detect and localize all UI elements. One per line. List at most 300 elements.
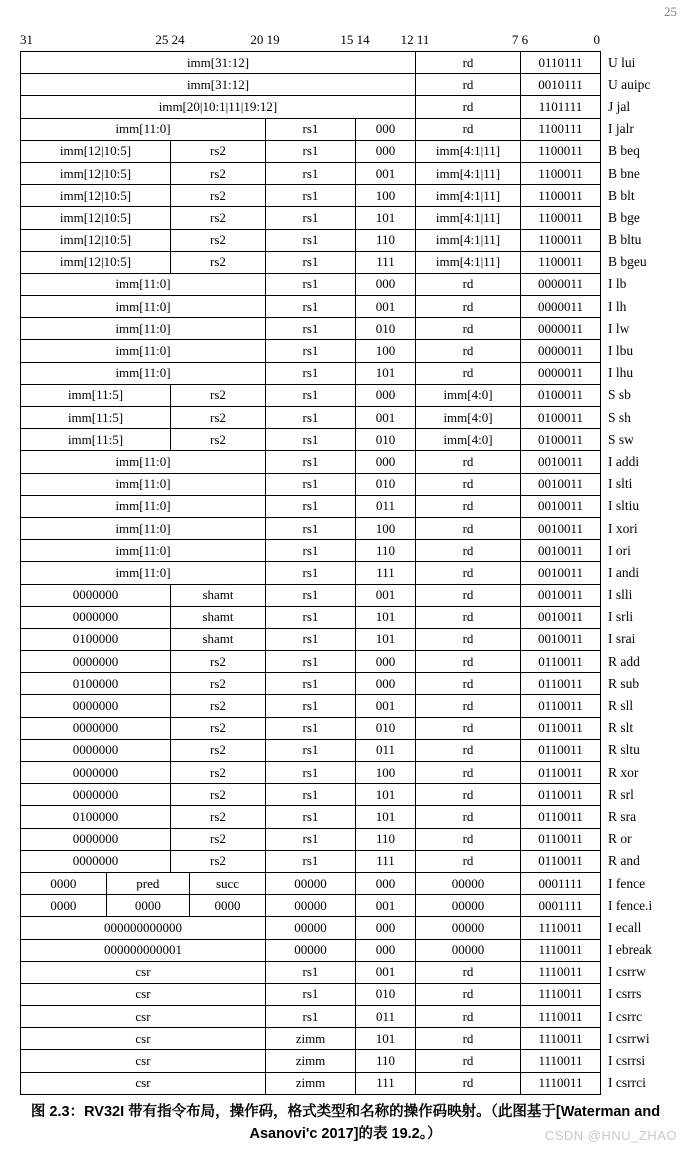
field-cell: csr — [20, 1049, 266, 1072]
field-cell: 0110011 — [520, 761, 601, 784]
figure-caption-line2: Asanovi'c 2017]的表 19.2。） — [249, 1126, 442, 1142]
field-cell: 000 — [355, 384, 416, 407]
field-cell: 0010011 — [520, 628, 601, 651]
field-cell: 00000 — [415, 872, 521, 895]
field-cell: 0110111 — [520, 51, 601, 74]
field-cell: rs2 — [170, 206, 266, 229]
instruction-row — [20, 495, 680, 518]
field-cell: rs1 — [265, 961, 356, 984]
field-cell: 0000000 — [20, 694, 171, 717]
field-cell: 0110011 — [520, 672, 601, 695]
field-cell: 0100000 — [20, 672, 171, 695]
field-cell: imm[11:0] — [20, 273, 266, 296]
field-cell: imm[11:0] — [20, 339, 266, 362]
field-cell: rs1 — [265, 162, 356, 185]
field-cell: rs2 — [170, 406, 266, 429]
field-cell: 110 — [355, 229, 416, 252]
field-cell: zimm — [265, 1027, 356, 1050]
bit-position-label: 0 — [593, 32, 600, 47]
field-cell: rd — [415, 473, 521, 496]
field-cell: 111 — [355, 850, 416, 873]
field-cell: 0000000 — [20, 783, 171, 806]
field-cell: 0000011 — [520, 295, 601, 318]
field-cell: rs2 — [170, 850, 266, 873]
field-cell: csr — [20, 1072, 266, 1095]
instruction-row — [20, 406, 680, 429]
field-cell: 0110011 — [520, 650, 601, 673]
field-cell: shamt — [170, 628, 266, 651]
field-cell: rd — [415, 783, 521, 806]
field-cell: rs1 — [265, 428, 356, 451]
format-name-label: I slli — [608, 587, 633, 603]
field-cell: rd — [415, 73, 521, 96]
format-name-label: B beq — [608, 143, 640, 159]
field-cell: 101 — [355, 362, 416, 385]
field-cell: 000 — [355, 650, 416, 673]
field-cell: 0000011 — [520, 317, 601, 340]
format-name-label: I slti — [608, 476, 633, 492]
instruction-row — [20, 783, 680, 806]
format-name-label: R add — [608, 653, 640, 669]
field-cell: zimm — [265, 1049, 356, 1072]
field-cell: 010 — [355, 428, 416, 451]
field-cell: 0100011 — [520, 406, 601, 429]
instruction-row — [20, 561, 680, 584]
field-cell: imm[11:0] — [20, 362, 266, 385]
field-cell: 0110011 — [520, 805, 601, 828]
instruction-row — [20, 229, 680, 252]
instruction-row — [20, 939, 680, 962]
field-cell: rs2 — [170, 805, 266, 828]
instruction-row — [20, 95, 680, 118]
field-cell: 101 — [355, 1027, 416, 1050]
field-cell: 0000000 — [20, 717, 171, 740]
field-cell: rd — [415, 739, 521, 762]
field-cell: rs2 — [170, 384, 266, 407]
field-cell: 1100011 — [520, 251, 601, 274]
field-cell: imm[4:1|11] — [415, 140, 521, 163]
field-cell: rs1 — [265, 229, 356, 252]
field-cell: rs1 — [265, 184, 356, 207]
instruction-row — [20, 1049, 680, 1072]
field-cell: imm[11:0] — [20, 539, 266, 562]
field-cell: 00000 — [265, 939, 356, 962]
field-cell: 000 — [355, 450, 416, 473]
field-cell: 00000 — [415, 939, 521, 962]
format-name-label: J jal — [608, 98, 631, 114]
field-cell: rs1 — [265, 606, 356, 629]
field-cell: 010 — [355, 317, 416, 340]
field-cell: imm[11:5] — [20, 428, 171, 451]
field-cell: 100 — [355, 761, 416, 784]
instruction-row — [20, 606, 680, 629]
field-cell: 1100011 — [520, 206, 601, 229]
field-cell: rs1 — [265, 584, 356, 607]
field-cell: rs1 — [265, 406, 356, 429]
field-cell: 001 — [355, 694, 416, 717]
field-cell: 0010011 — [520, 495, 601, 518]
field-cell: imm[11:0] — [20, 495, 266, 518]
instruction-row — [20, 539, 680, 562]
field-cell: rd — [415, 517, 521, 540]
field-cell: rd — [415, 561, 521, 584]
field-cell: imm[11:0] — [20, 450, 266, 473]
field-cell: imm[4:1|11] — [415, 229, 521, 252]
field-cell: imm[11:0] — [20, 473, 266, 496]
format-name-label: I ori — [608, 542, 631, 558]
field-cell: 000 — [355, 939, 416, 962]
field-cell: 0100000 — [20, 628, 171, 651]
field-cell: imm[12|10:5] — [20, 206, 171, 229]
field-cell: 0010011 — [520, 517, 601, 540]
field-cell: 111 — [355, 251, 416, 274]
instruction-row — [20, 828, 680, 851]
format-name-label: I lbu — [608, 343, 634, 359]
format-name-label: B bltu — [608, 232, 642, 248]
field-cell: 1100011 — [520, 162, 601, 185]
field-cell: rs2 — [170, 828, 266, 851]
field-cell: rs2 — [170, 739, 266, 762]
field-cell: imm[20|10:1|11|19:12] — [20, 95, 416, 118]
field-cell: rd — [415, 672, 521, 695]
field-cell: 1110011 — [520, 1072, 601, 1095]
field-cell: imm[4:1|11] — [415, 184, 521, 207]
field-cell: 1100011 — [520, 184, 601, 207]
field-cell: pred — [106, 872, 190, 895]
field-cell: rs1 — [265, 1005, 356, 1028]
field-cell: rd — [415, 650, 521, 673]
format-name-label: I fence.i — [608, 897, 653, 913]
field-cell: imm[11:0] — [20, 317, 266, 340]
field-cell: imm[12|10:5] — [20, 140, 171, 163]
field-cell: 011 — [355, 495, 416, 518]
field-cell: imm[11:0] — [20, 517, 266, 540]
format-name-label: I ebreak — [608, 942, 652, 958]
format-name-label: I ecall — [608, 919, 642, 935]
field-cell: rs1 — [265, 273, 356, 296]
field-cell: rs1 — [265, 251, 356, 274]
field-cell: 0000 — [189, 894, 266, 917]
field-cell: rs2 — [170, 251, 266, 274]
field-cell: rd — [415, 828, 521, 851]
field-cell: imm[31:12] — [20, 73, 416, 96]
field-cell: imm[4:1|11] — [415, 162, 521, 185]
format-name-label: I lb — [608, 276, 627, 292]
field-cell: rd — [415, 51, 521, 74]
field-cell: imm[4:1|11] — [415, 251, 521, 274]
field-cell: 101 — [355, 783, 416, 806]
field-cell: 0110011 — [520, 694, 601, 717]
field-cell: 0000011 — [520, 339, 601, 362]
field-cell: 0000 — [106, 894, 190, 917]
instruction-row — [20, 584, 680, 607]
field-cell: rd — [415, 1072, 521, 1095]
instruction-row — [20, 251, 680, 274]
field-cell: 0000000 — [20, 828, 171, 851]
field-cell: 0110011 — [520, 739, 601, 762]
field-cell: 1110011 — [520, 983, 601, 1006]
field-cell: rd — [415, 1005, 521, 1028]
instruction-row — [20, 473, 680, 496]
format-name-label: U auipc — [608, 76, 651, 92]
instruction-row — [20, 1027, 680, 1050]
format-name-label: B bne — [608, 165, 640, 181]
format-name-label: I lhu — [608, 365, 634, 381]
format-name-label: S sh — [608, 409, 631, 425]
format-name-label: I sltiu — [608, 498, 640, 514]
format-name-label: R and — [608, 853, 640, 869]
instruction-row — [20, 273, 680, 296]
field-cell: rs1 — [265, 140, 356, 163]
field-cell: 000 — [355, 140, 416, 163]
field-cell: rs1 — [265, 694, 356, 717]
field-cell: imm[11:0] — [20, 295, 266, 318]
format-name-label: R or — [608, 831, 632, 847]
field-cell: rs1 — [265, 384, 356, 407]
instruction-row — [20, 339, 680, 362]
field-cell: 010 — [355, 473, 416, 496]
format-name-label: I srli — [608, 609, 634, 625]
field-cell: rd — [415, 694, 521, 717]
field-cell: 0000000 — [20, 584, 171, 607]
field-cell: 100 — [355, 339, 416, 362]
field-cell: rd — [415, 295, 521, 318]
field-cell: rs2 — [170, 184, 266, 207]
format-name-label: I csrrc — [608, 1008, 643, 1024]
field-cell: rs2 — [170, 761, 266, 784]
field-cell: imm[11:5] — [20, 406, 171, 429]
field-cell: rs1 — [265, 828, 356, 851]
field-cell: rd — [415, 606, 521, 629]
format-name-label: R xor — [608, 764, 639, 780]
field-cell: csr — [20, 1027, 266, 1050]
bit-position-label: 20 19 — [250, 32, 280, 47]
field-cell: 000 — [355, 672, 416, 695]
instruction-row — [20, 184, 680, 207]
field-cell: rs2 — [170, 717, 266, 740]
field-cell: rd — [415, 717, 521, 740]
field-cell: rd — [415, 317, 521, 340]
field-cell: 0010011 — [520, 584, 601, 607]
instruction-row — [20, 140, 680, 163]
field-cell: imm[11:0] — [20, 118, 266, 141]
field-cell: rd — [415, 273, 521, 296]
instruction-row — [20, 672, 680, 695]
field-cell: rd — [415, 539, 521, 562]
field-cell: 0110011 — [520, 828, 601, 851]
instruction-row — [20, 805, 680, 828]
field-cell: rd — [415, 850, 521, 873]
field-cell: rd — [415, 95, 521, 118]
field-cell: 101 — [355, 805, 416, 828]
bit-position-label: 31 — [20, 32, 33, 47]
field-cell: rs2 — [170, 428, 266, 451]
field-cell: 00000 — [265, 916, 356, 939]
field-cell: rs2 — [170, 162, 266, 185]
format-name-label: U lui — [608, 54, 636, 70]
field-cell: rs2 — [170, 229, 266, 252]
field-cell: 100 — [355, 517, 416, 540]
format-name-label: I csrrs — [608, 986, 642, 1002]
field-cell: 0100000 — [20, 805, 171, 828]
instruction-row — [20, 450, 680, 473]
instruction-row — [20, 362, 680, 385]
format-name-label: S sw — [608, 431, 634, 447]
field-cell: 0001111 — [520, 894, 601, 917]
field-cell: shamt — [170, 606, 266, 629]
bit-position-label: 25 24 — [155, 32, 185, 47]
field-cell: imm[11:0] — [20, 561, 266, 584]
bit-position-ruler — [20, 30, 600, 51]
field-cell: 1110011 — [520, 939, 601, 962]
field-cell: succ — [189, 872, 266, 895]
figure-caption-line1: 图 2.3：RV32I 带有指令布局，操作码，格式类型和名称的操作码映射。（此图基于[Waterman and — [30, 1104, 661, 1120]
field-cell: 001 — [355, 894, 416, 917]
field-cell: rd — [415, 961, 521, 984]
field-cell: rs1 — [265, 628, 356, 651]
field-cell: 0010011 — [520, 539, 601, 562]
field-cell: csr — [20, 983, 266, 1006]
field-cell: csr — [20, 961, 266, 984]
field-cell: 0000 — [20, 872, 107, 895]
format-name-label: R sub — [608, 675, 640, 691]
field-cell: imm[11:5] — [20, 384, 171, 407]
field-cell: 0110011 — [520, 850, 601, 873]
field-cell: 001 — [355, 162, 416, 185]
field-cell: rs2 — [170, 783, 266, 806]
field-cell: 0000011 — [520, 362, 601, 385]
field-cell: 0000 — [20, 894, 107, 917]
field-cell: 010 — [355, 717, 416, 740]
field-cell: imm[4:0] — [415, 384, 521, 407]
field-cell: imm[12|10:5] — [20, 184, 171, 207]
bit-position-label: 15 14 — [340, 32, 370, 47]
instruction-row — [20, 894, 680, 917]
format-name-label: I csrrwi — [608, 1030, 650, 1046]
field-cell: 011 — [355, 1005, 416, 1028]
field-cell: 1100111 — [520, 118, 601, 141]
field-cell: rs2 — [170, 694, 266, 717]
instruction-row — [20, 961, 680, 984]
instruction-row — [20, 650, 680, 673]
field-cell: 101 — [355, 628, 416, 651]
field-cell: 0000011 — [520, 273, 601, 296]
field-cell: 101 — [355, 606, 416, 629]
field-cell: rs1 — [265, 473, 356, 496]
figure-2-3 — [20, 30, 680, 1095]
field-cell: 001 — [355, 961, 416, 984]
field-cell: 110 — [355, 1049, 416, 1072]
page-number: 25 — [664, 4, 677, 19]
field-cell: 00000 — [265, 894, 356, 917]
field-cell: 0010011 — [520, 450, 601, 473]
field-cell: 1110011 — [520, 961, 601, 984]
field-cell: 1100011 — [520, 140, 601, 163]
format-name-label: R slt — [608, 720, 634, 736]
instruction-row — [20, 739, 680, 762]
field-cell: imm[4:0] — [415, 406, 521, 429]
field-cell: imm[12|10:5] — [20, 162, 171, 185]
field-cell: 0000000 — [20, 850, 171, 873]
field-cell: 1100011 — [520, 229, 601, 252]
field-cell: rd — [415, 805, 521, 828]
field-cell: 0100011 — [520, 428, 601, 451]
field-cell: 0010111 — [520, 73, 601, 96]
csdn-watermark: CSDN @HNU_ZHAO — [544, 1128, 677, 1143]
instruction-row — [20, 1072, 680, 1095]
field-cell: rs2 — [170, 140, 266, 163]
field-cell: rd — [415, 118, 521, 141]
instruction-row — [20, 206, 680, 229]
field-cell: 0110011 — [520, 783, 601, 806]
field-cell: rd — [415, 339, 521, 362]
format-name-label: R sll — [608, 698, 634, 714]
instruction-row — [20, 295, 680, 318]
field-cell: rd — [415, 761, 521, 784]
field-cell: rs1 — [265, 672, 356, 695]
field-cell: 000 — [355, 118, 416, 141]
field-cell: rd — [415, 495, 521, 518]
format-name-label: I csrrci — [608, 1075, 646, 1091]
instruction-row — [20, 384, 680, 407]
format-name-label: B blt — [608, 187, 635, 203]
format-name-label: I addi — [608, 453, 640, 469]
field-cell: 001 — [355, 584, 416, 607]
instruction-row — [20, 162, 680, 185]
field-cell: 110 — [355, 539, 416, 562]
field-cell: 1110011 — [520, 1027, 601, 1050]
bit-position-label: 12 11 — [400, 32, 430, 47]
field-cell: csr — [20, 1005, 266, 1028]
field-cell: 000000000001 — [20, 939, 266, 962]
field-cell: 111 — [355, 561, 416, 584]
field-cell: rs1 — [265, 339, 356, 362]
field-cell: rs1 — [265, 450, 356, 473]
field-cell: 001 — [355, 295, 416, 318]
field-cell: rd — [415, 1027, 521, 1050]
field-cell: rd — [415, 983, 521, 1006]
field-cell: 000 — [355, 273, 416, 296]
field-cell: 110 — [355, 828, 416, 851]
field-cell: 0001111 — [520, 872, 601, 895]
field-cell: 0000000 — [20, 650, 171, 673]
field-cell: 1110011 — [520, 916, 601, 939]
field-cell: rs1 — [265, 805, 356, 828]
field-cell: rs1 — [265, 118, 356, 141]
field-cell: 0010011 — [520, 606, 601, 629]
instruction-row — [20, 694, 680, 717]
format-name-label: B bgeu — [608, 254, 647, 270]
format-name-label: I srai — [608, 631, 636, 647]
field-cell: 1110011 — [520, 1049, 601, 1072]
instruction-row — [20, 761, 680, 784]
field-cell: 100 — [355, 184, 416, 207]
field-cell: 00000 — [415, 894, 521, 917]
field-cell: rs1 — [265, 850, 356, 873]
format-name-label: R sra — [608, 808, 637, 824]
field-cell: rs1 — [265, 561, 356, 584]
field-cell: 0010011 — [520, 561, 601, 584]
field-cell: rs1 — [265, 206, 356, 229]
field-cell: imm[4:1|11] — [415, 206, 521, 229]
field-cell: 000000000000 — [20, 916, 266, 939]
field-cell: 00000 — [415, 916, 521, 939]
field-cell: rs1 — [265, 761, 356, 784]
format-name-label: I csrrw — [608, 964, 646, 980]
instruction-row — [20, 717, 680, 740]
field-cell: 000 — [355, 872, 416, 895]
format-name-label: R sltu — [608, 742, 640, 758]
